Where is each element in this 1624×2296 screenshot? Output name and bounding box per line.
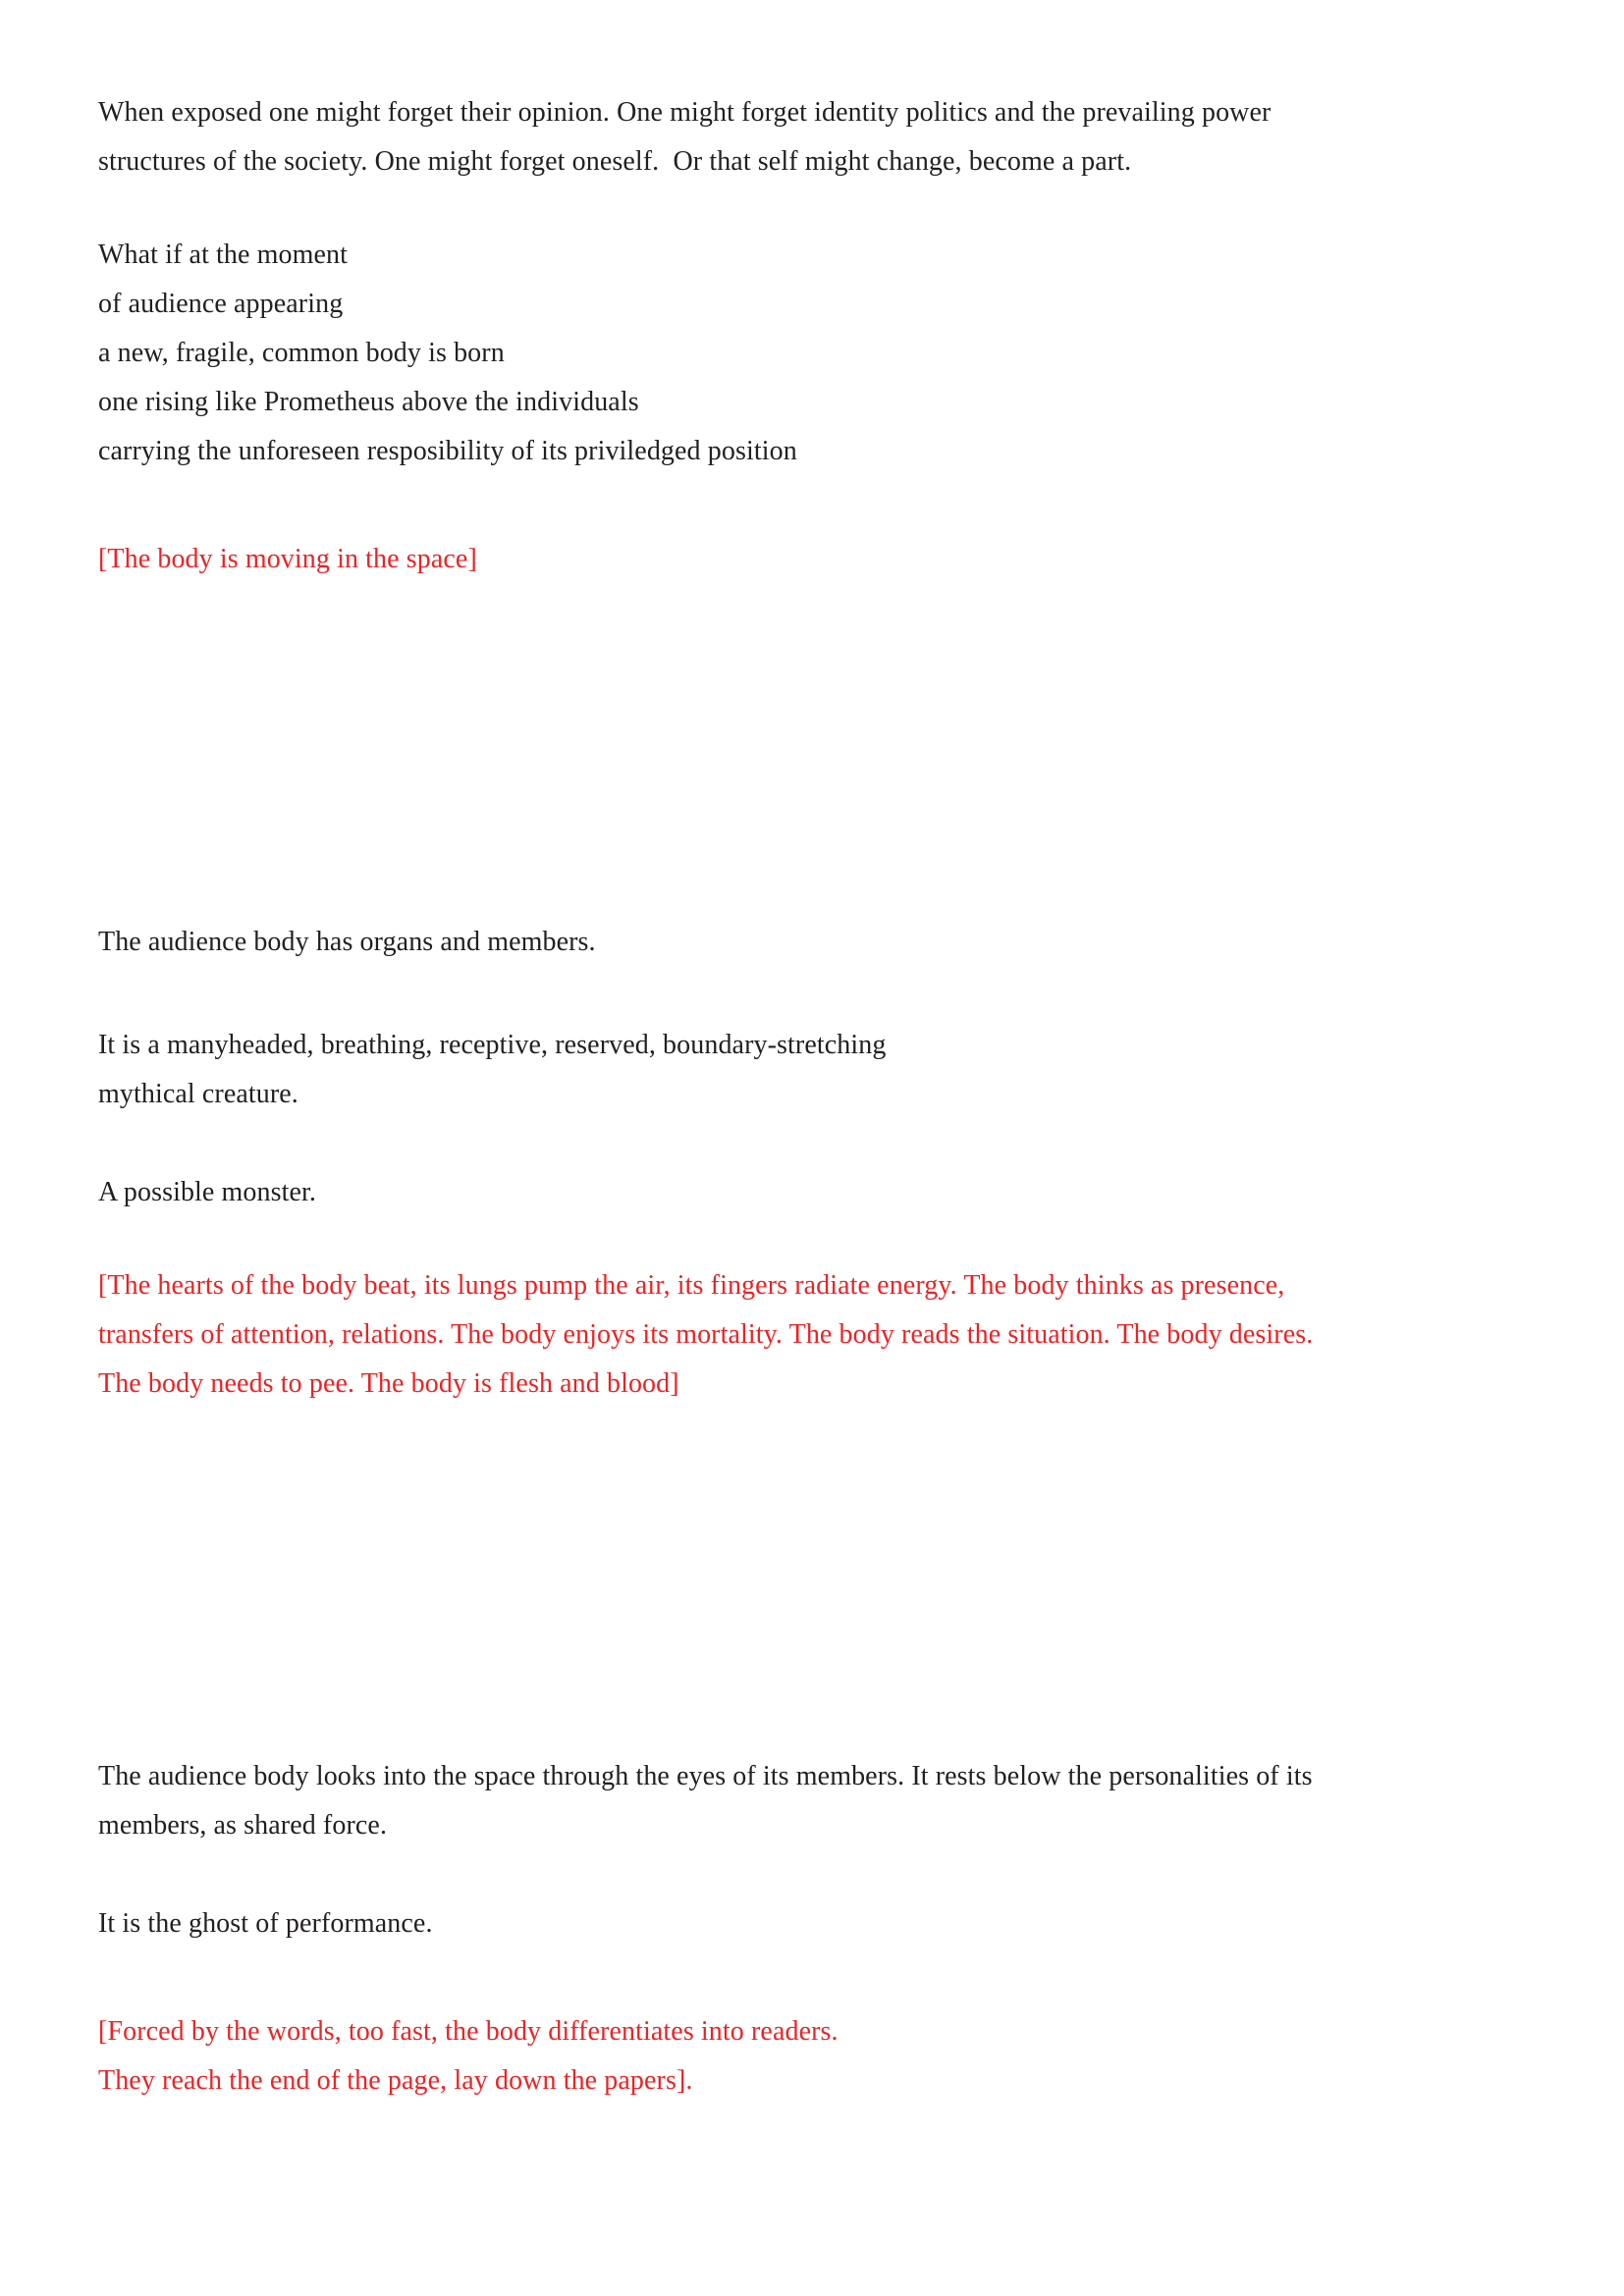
text-line: What if at the moment — [98, 240, 349, 270]
stage-direction-hearts-beat — [98, 1261, 1526, 1409]
stage-direction-body-moving — [98, 535, 1526, 584]
text-line: When exposed one might forget their opinion. One might forget identity politics and the prevailing power — [98, 97, 1272, 128]
text-line: The audience body looks into the space through the eyes of its members. It rests below the personalities of its — [98, 1761, 1313, 1791]
stage-direction-text: They reach the end of the page, lay down the papers]. — [98, 2065, 693, 2096]
text-line: It is the ghost of performance. — [98, 1908, 433, 1939]
text-line: one rising like Prometheus above the individuals — [98, 387, 639, 417]
paragraph-manyheaded — [98, 1021, 1526, 1119]
paragraph-ghost-of-performance — [98, 1899, 1526, 1949]
text-line: A possible monster. — [98, 1177, 317, 1207]
stage-direction-forced-by-words — [98, 2007, 1526, 2106]
stanza-audience-appearing — [98, 231, 1526, 476]
text-line: a new, fragile, common body is born — [98, 338, 505, 368]
text-line: structures of the society. One might forget oneself. Or that self might change, become a part. — [98, 146, 1132, 177]
paragraph-possible-monster — [98, 1168, 1526, 1217]
text-line: mythical creature. — [98, 1079, 298, 1109]
stage-direction-text: The body needs to pee. The body is flesh and blood] — [98, 1368, 679, 1399]
text-line: carrying the unforeseen resposibility of its priviledged position — [98, 436, 797, 466]
stage-direction-text: [The body is moving in the space] — [98, 544, 477, 574]
paragraph-looks-into-space — [98, 1752, 1526, 1850]
stage-direction-text: [Forced by the words, too fast, the body differentiates into readers. — [98, 2016, 839, 2047]
text-line: members, as shared force. — [98, 1810, 388, 1841]
stage-direction-text: [The hearts of the body beat, its lungs pump the air, its fingers radiate energy. The body thinks as presence, — [98, 1270, 1285, 1301]
text-line: of audience appearing — [98, 289, 344, 319]
text-line: The audience body has organs and members. — [98, 927, 596, 957]
paragraph-opening — [98, 88, 1526, 187]
stage-direction-text: transfers of attention, relations. The body enjoys its mortality. The body reads the situation. The body desires. — [98, 1319, 1314, 1350]
paragraph-organs-members — [98, 918, 1526, 967]
text-line: It is a manyheaded, breathing, receptive, reserved, boundary-stretching — [98, 1030, 887, 1060]
